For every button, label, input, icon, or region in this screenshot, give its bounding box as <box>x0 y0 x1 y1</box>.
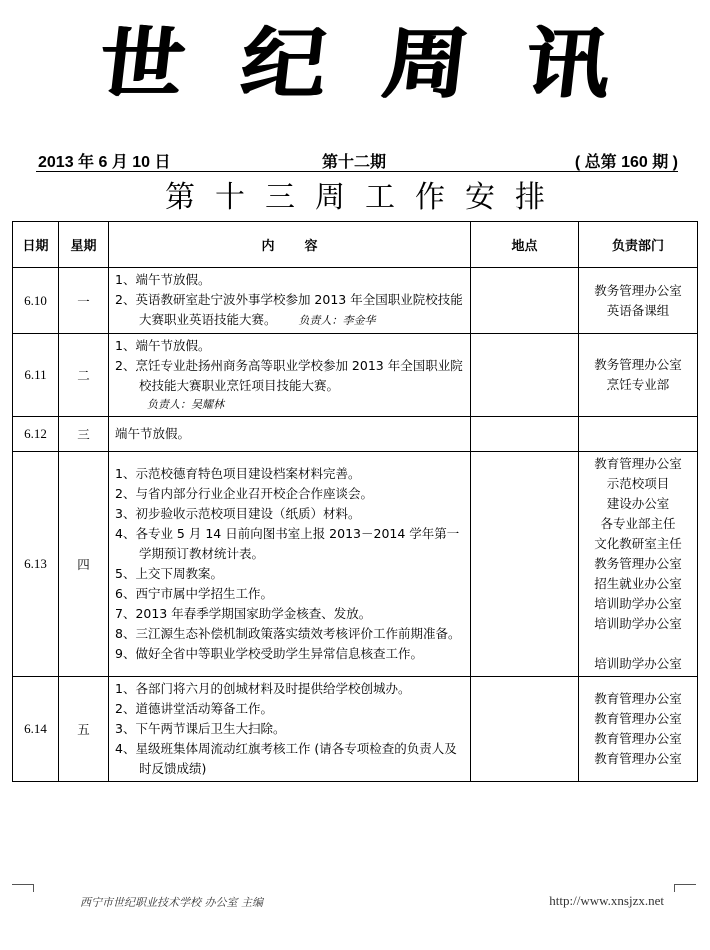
masthead-char: 纪 <box>236 18 332 110</box>
header-content: 内容 <box>109 222 471 268</box>
content-item-text: 9、做好全省中等职业学校受助学生异常信息核查工作。 <box>115 646 423 661</box>
row-content <box>109 452 471 677</box>
table-row <box>13 334 698 417</box>
row-location <box>471 417 579 452</box>
content-item <box>115 270 464 290</box>
content-item-text: 4、星级班集体周流动红旗考核工作 (请各专项检查的负责人及时反馈成绩) <box>115 741 457 776</box>
issue-number: 第十二期 <box>322 154 387 171</box>
row-content <box>109 677 471 782</box>
row-departments <box>579 677 698 782</box>
department-name: 教务管理办公室 <box>594 357 682 372</box>
row-departments <box>579 334 698 417</box>
content-item <box>115 424 464 444</box>
content-item-text: 6、西宁市属中学招生工作。 <box>115 586 273 601</box>
header-location: 地点 <box>471 222 579 268</box>
content-item <box>115 739 464 779</box>
content-item <box>115 584 464 604</box>
row-date: 6.10 <box>13 268 59 334</box>
department-name: 教育管理办公室 <box>594 691 682 706</box>
issue-date: 2013 年 6 月 10 日 <box>38 154 171 171</box>
content-item-text: 2、英语教研室赴宁波外事学校参加 2013 年全国职业院校技能大赛职业英语技能大赛。 <box>115 292 463 327</box>
row-content <box>109 417 471 452</box>
content-item <box>115 356 464 396</box>
content-item-text: 1、示范校德育特色项目建设档案材料完善。 <box>115 466 361 481</box>
row-location <box>471 452 579 677</box>
content-item <box>115 290 464 331</box>
row-weekday: 二 <box>59 334 109 417</box>
footer-website: http://www.xnsjzx.net <box>549 893 664 908</box>
row-weekday: 四 <box>59 452 109 677</box>
schedule-table <box>12 221 698 782</box>
table-row <box>13 417 698 452</box>
department-name: 示范校项目 <box>606 476 670 491</box>
masthead <box>0 18 710 110</box>
content-item-text: 7、2013 年春季学期国家助学金核查、发放。 <box>115 606 372 621</box>
row-date: 6.11 <box>13 334 59 417</box>
department-name: 教务管理办公室 <box>594 282 682 298</box>
content-item-text: 5、上交下周教案。 <box>115 566 223 581</box>
row-weekday: 五 <box>59 677 109 782</box>
content-item <box>115 604 464 624</box>
content-item <box>115 624 464 644</box>
department-name: 文化教研室主任 <box>594 536 682 551</box>
department-name: 教育管理办公室 <box>594 731 682 746</box>
header-weekday: 星期 <box>59 222 109 268</box>
table-row <box>13 268 698 334</box>
content-item <box>115 484 464 504</box>
row-weekday: 一 <box>59 268 109 334</box>
table-header-row <box>13 222 698 268</box>
row-location <box>471 268 579 334</box>
masthead-char: 讯 <box>520 18 616 110</box>
content-item-text: 1、各部门将六月的创城材料及时提供给学校创城办。 <box>115 681 411 696</box>
content-item-text: 4、各专业 5 月 14 日前向图书室上报 2013－2014 学年第一学期预订教材统计表。 <box>115 526 460 561</box>
content-item-text: 1、端午节放假。 <box>115 272 211 287</box>
content-item <box>115 336 464 356</box>
responsible-person: 负责人：李金华 <box>298 314 376 327</box>
content-item <box>115 644 464 664</box>
responsible-person: 负责人：吴耀林 <box>147 398 224 411</box>
masthead-char: 世 <box>94 18 190 110</box>
content-item-text: 2、烹饪专业赴扬州商务高等职业学校参加 2013 年全国职业院校技能大赛职业烹饪项目技能大赛。 <box>115 358 463 393</box>
row-departments <box>579 268 698 334</box>
row-date: 6.14 <box>13 677 59 782</box>
content-item-text: 3、下午两节课后卫生大扫除。 <box>115 721 286 736</box>
row-date: 6.12 <box>13 417 59 452</box>
row-location <box>471 334 579 417</box>
issue-line <box>36 148 678 172</box>
row-location <box>471 677 579 782</box>
department-name: 各专业部主任 <box>600 516 676 531</box>
department-name: 培训助学办公室 <box>594 596 682 611</box>
content-item <box>115 464 464 484</box>
row-content <box>109 268 471 334</box>
row-weekday: 三 <box>59 417 109 452</box>
department-name: 培训助学办公室 <box>594 656 682 671</box>
row-departments <box>579 417 698 452</box>
content-item-text: 端午节放假。 <box>115 426 191 441</box>
masthead-char: 周 <box>378 18 474 110</box>
department-name: 教育管理办公室 <box>594 751 682 766</box>
department-name: 烹饪专业部 <box>606 377 670 392</box>
department-name: 培训助学办公室 <box>594 616 682 631</box>
department-name: 教务管理办公室 <box>594 556 682 571</box>
row-date: 6.13 <box>13 452 59 677</box>
crop-mark-left <box>12 884 34 892</box>
content-item-text: 1、端午节放假。 <box>115 338 211 353</box>
header-date: 日期 <box>13 222 59 268</box>
content-item-text: 2、与省内部分行业企业召开校企合作座谈会。 <box>115 486 373 501</box>
content-item <box>115 679 464 699</box>
department-name: 招生就业办公室 <box>594 576 682 591</box>
content-item <box>115 719 464 739</box>
footer-publisher: 西宁市世纪职业技术学校 办公室 主编 <box>80 896 263 909</box>
content-item <box>115 504 464 524</box>
content-item <box>115 699 464 719</box>
department-name <box>581 634 695 654</box>
row-content <box>109 334 471 417</box>
content-item-text: 8、三江源生态补偿机制政策落实绩效考核评价工作前期准备。 <box>115 626 461 641</box>
row-departments <box>579 452 698 677</box>
header-department: 负责部门 <box>579 222 698 268</box>
department-name: 教育管理办公室 <box>594 456 682 471</box>
department-name: 教育管理办公室 <box>594 711 682 726</box>
page-title: 第十三周工作安排 <box>165 180 565 215</box>
content-item <box>115 564 464 584</box>
crop-mark-right <box>674 884 696 892</box>
department-name: 英语备课组 <box>606 302 670 318</box>
department-name: 建设办公室 <box>606 496 670 511</box>
table-row <box>13 677 698 782</box>
issue-total: ( 总第 160 期 ) <box>574 154 678 171</box>
content-item <box>115 524 464 564</box>
table-row <box>13 452 698 677</box>
content-item-text: 3、初步验收示范校项目建设（纸质）材料。 <box>115 506 361 521</box>
content-item-text: 2、道德讲堂活动筹备工作。 <box>115 701 273 716</box>
